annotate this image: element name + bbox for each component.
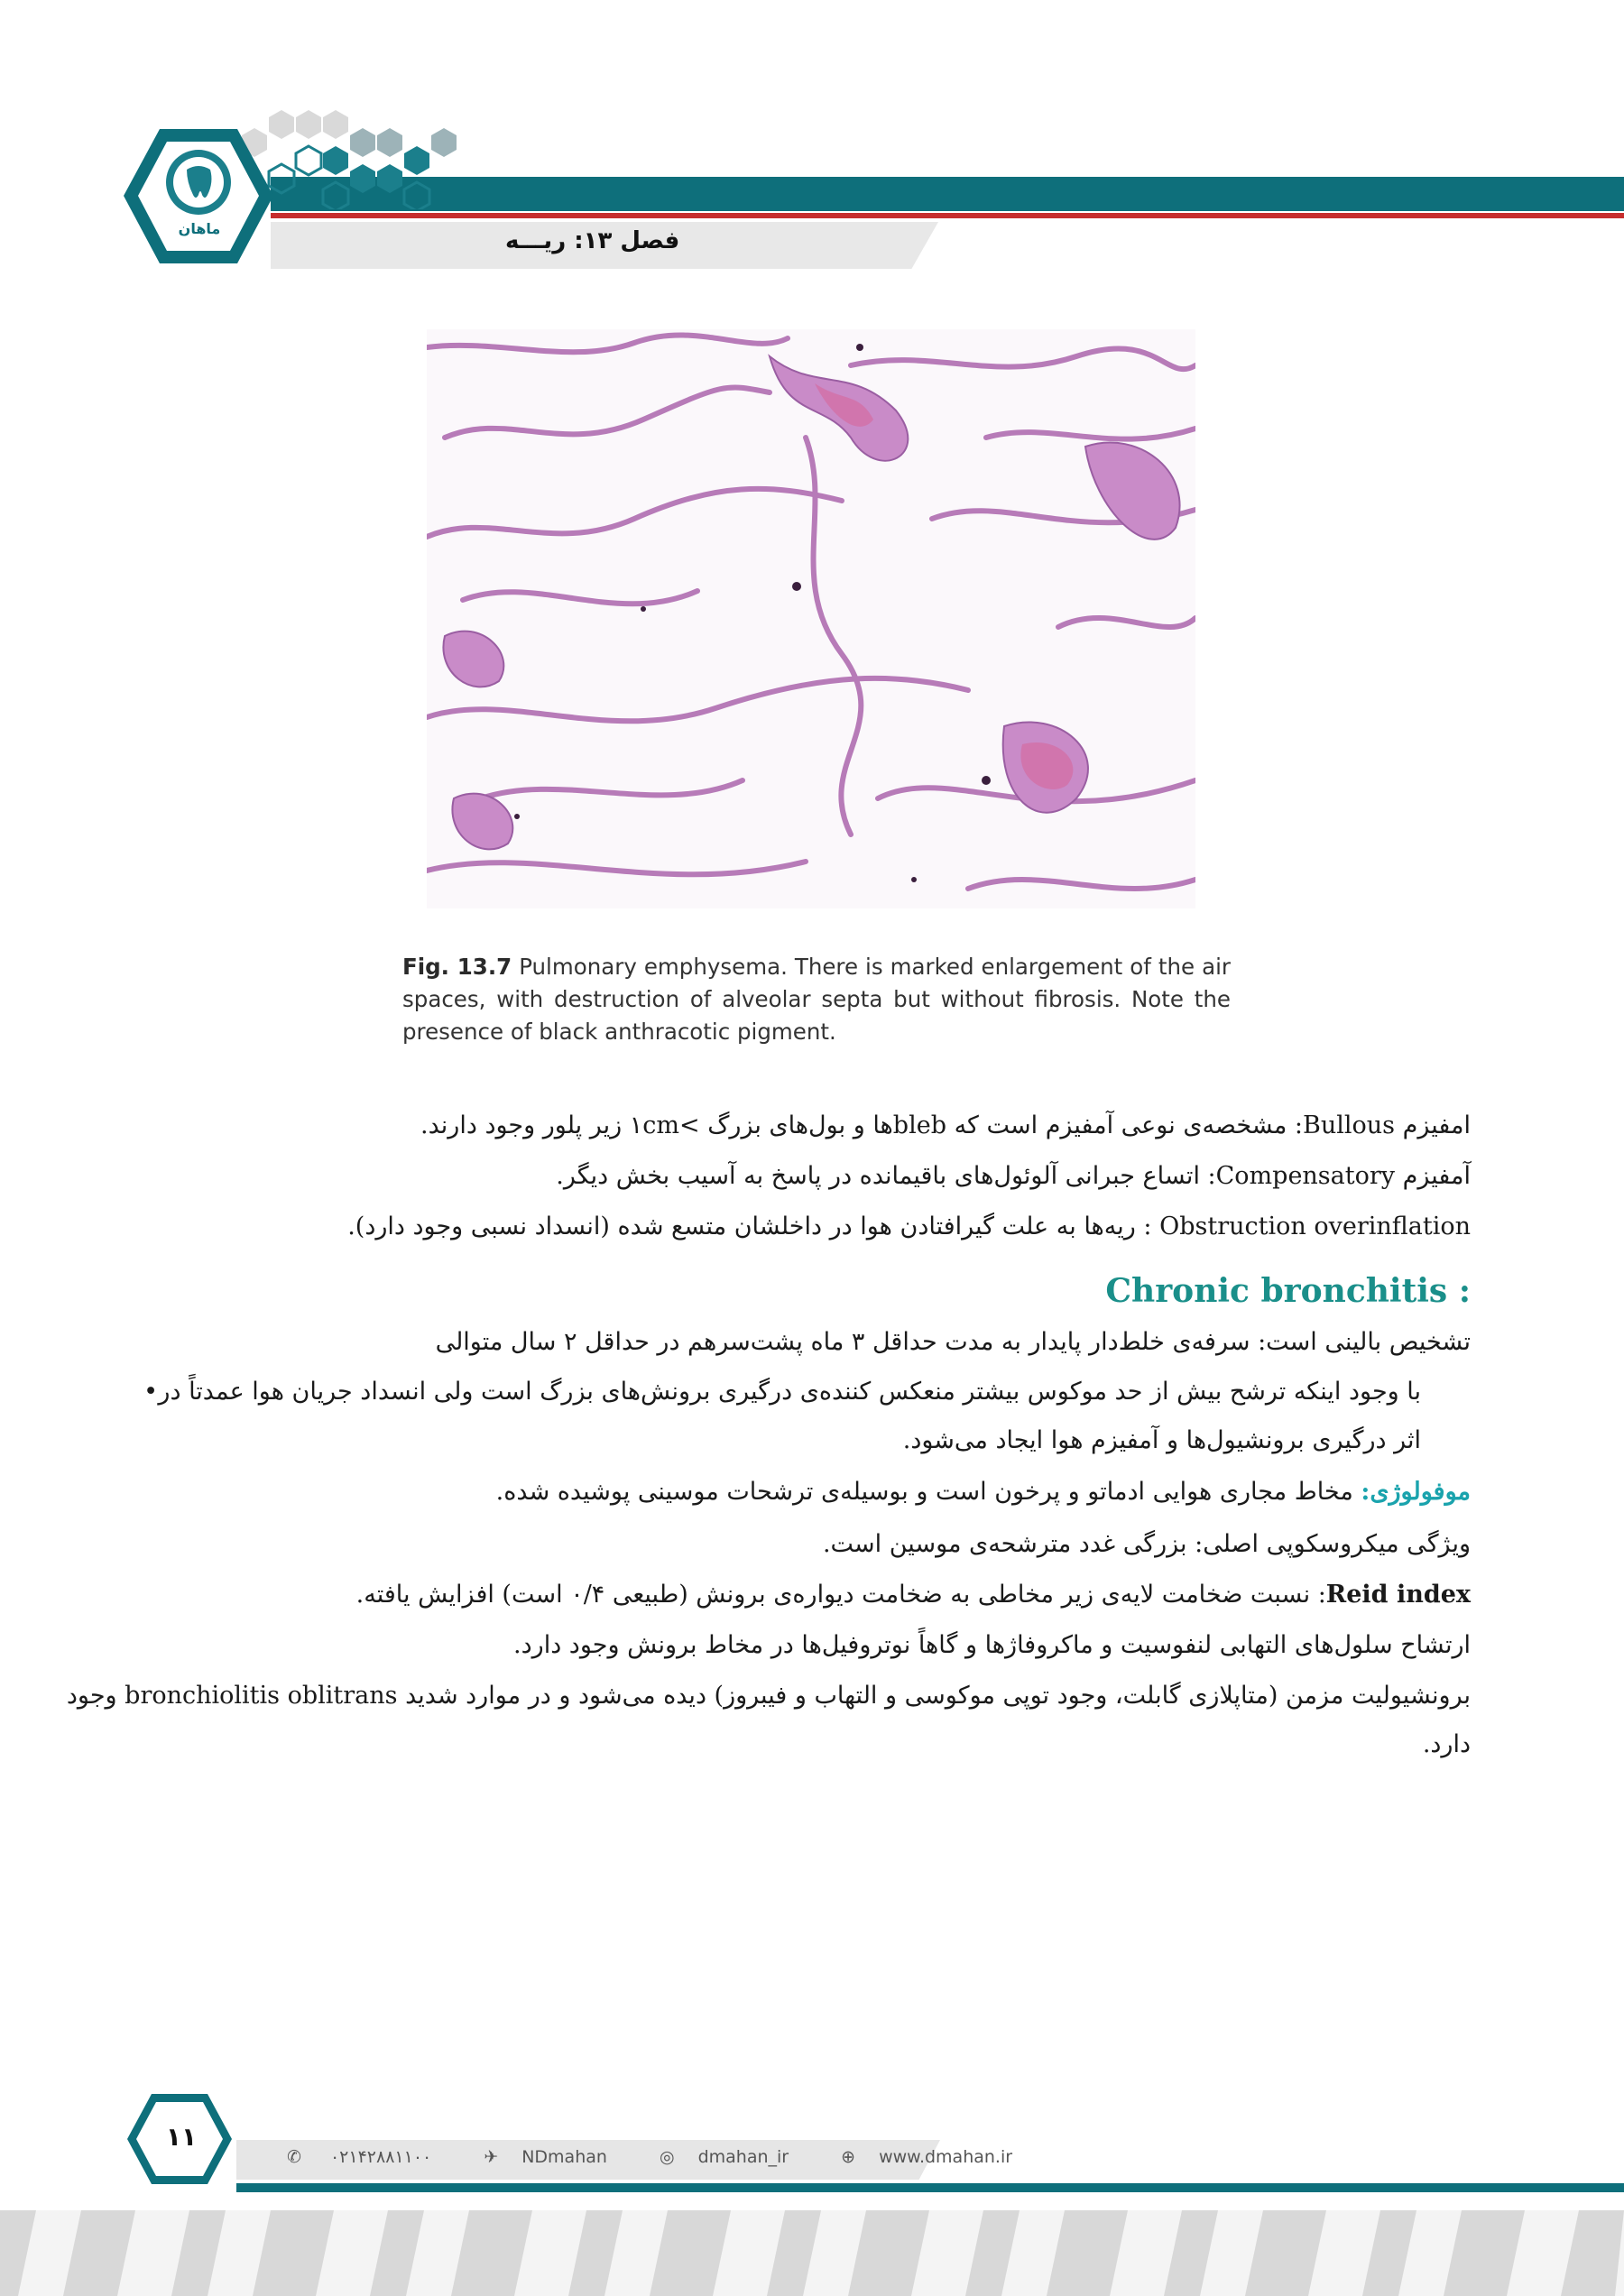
reid-index-label: Reid index	[1325, 1581, 1471, 1609]
reid-index-text: : نسبت ضخامت لایه‌ی زیر مخاطی به ضخامت دیواره‌ی برونش (طبیعی ۰/۴ است) افزایش یافته.	[355, 1581, 1326, 1609]
morphology-text: مخاط مجاری هوایی ادماتو و پرخون است و بوسیله‌ی ترشحات موسینی پوشیده شده.	[495, 1478, 1361, 1506]
page-header	[0, 0, 1624, 289]
header-teal-bar	[271, 177, 1624, 211]
chapter-title: فصل ۱۳: ریـــه	[505, 227, 680, 254]
bronchiolitis-line-1: برونشیولیت مزمن (متاپلازی گابلت، وجود توپی موکوسی و التهاب و فیبروز) دیده می‌شود و در موارد شدید bronchiolitis oblitrans وجود	[66, 1682, 1471, 1710]
diagnosis-line: تشخیص بالینی است: سرفه‌ی خلط‌دار پایدار به مدت حداقل ۳ ماه پشت‌سرهم در حداقل ۲ سال متوالی	[435, 1328, 1471, 1356]
emphysema-histology-image-icon	[427, 329, 1195, 908]
micro-feature-line: ویژگی میکروسکوپی اصلی: بزرگی غدد مترشحه‌ی موسین است.	[822, 1530, 1471, 1558]
website-link[interactable]	[841, 2147, 1036, 2167]
figure-caption	[402, 951, 1231, 1048]
telegram-icon: ✈	[484, 2147, 499, 2167]
telegram-handle: NDmahan	[521, 2147, 607, 2167]
instagram-handle: dmahan_ir	[697, 2147, 789, 2167]
figure-caption-text: Pulmonary emphysema. There is marked enlargement of the air spaces, with destruction of alveolar septa but without fibrosis. Note the presence of black anthracotic pigment.	[402, 954, 1232, 1045]
morphology-line	[496, 1478, 1471, 1506]
histology-figure	[427, 329, 1195, 908]
bullet-icon: •	[143, 1378, 158, 1406]
bronchiolitis-line-2: دارد.	[1422, 1730, 1471, 1758]
chronic-bronchitis-heading: : Chronic bronchitis	[1105, 1272, 1471, 1310]
reid-index-line	[356, 1581, 1471, 1609]
telegram-contact[interactable]	[484, 2147, 631, 2167]
footer-teal-bar	[236, 2183, 1624, 2192]
bullet-line-2: اثر درگیری برونشیول‌ها و آمفیزم هوا ایجاد می‌شود.	[902, 1426, 1421, 1454]
page-number: ۱۱	[165, 2122, 198, 2152]
infiltration-line: ارتشاح سلول‌های التهابی لنفوسیت و ماکروفاژها و گاهاً نوتروفیل‌ها در مخاط برونش وجود دارد.	[513, 1631, 1471, 1659]
bullet-line-1: با وجود اینکه ترشح بیش از حد موکوس بیشتر منعکس کننده‌ی درگیری برونش‌های بزرگ است ولی انسداد جریان هوا عمدتاً در	[158, 1378, 1421, 1406]
footer-contacts	[287, 2147, 1059, 2167]
obstruction-overinflation-line: Obstruction overinflation : ریه‌ها به علت گیرافتادن هوا در داخلشان متسع شده (انسداد نسبی وجود دارد).	[347, 1213, 1471, 1240]
figure-label: Fig. 13.7	[402, 954, 512, 980]
phone-icon: ✆	[287, 2147, 301, 2167]
instagram-contact[interactable]	[660, 2147, 812, 2167]
header-red-bar	[271, 213, 1624, 218]
globe-icon: ⊕	[841, 2147, 856, 2167]
morphology-label: موفولوژی:	[1361, 1478, 1471, 1506]
phone-contact[interactable]	[287, 2147, 455, 2167]
mahan-logo-icon	[122, 126, 275, 266]
decorative-stripes-icon	[0, 2210, 1624, 2296]
compensatory-emphysema-line: آمفیزم Compensatory: اتساع جبرانی آلوئول‌های باقیمانده در پاسخ به آسیب بخش دیگر.	[556, 1162, 1471, 1190]
instagram-icon: ◎	[659, 2147, 675, 2167]
bullous-emphysema-line: امفیزم Bullous: مشخصه‌ی نوعی آمفیزم است که blebها و بول‌های بزرگ >۱cm زیر پلور وجود دارند.	[420, 1111, 1471, 1139]
website-url: www.dmahan.ir	[879, 2147, 1013, 2167]
phone-number: ۰۲۱۴۲۸۸۱۱۰۰	[329, 2147, 432, 2167]
logo-text: ماهان	[178, 220, 221, 237]
